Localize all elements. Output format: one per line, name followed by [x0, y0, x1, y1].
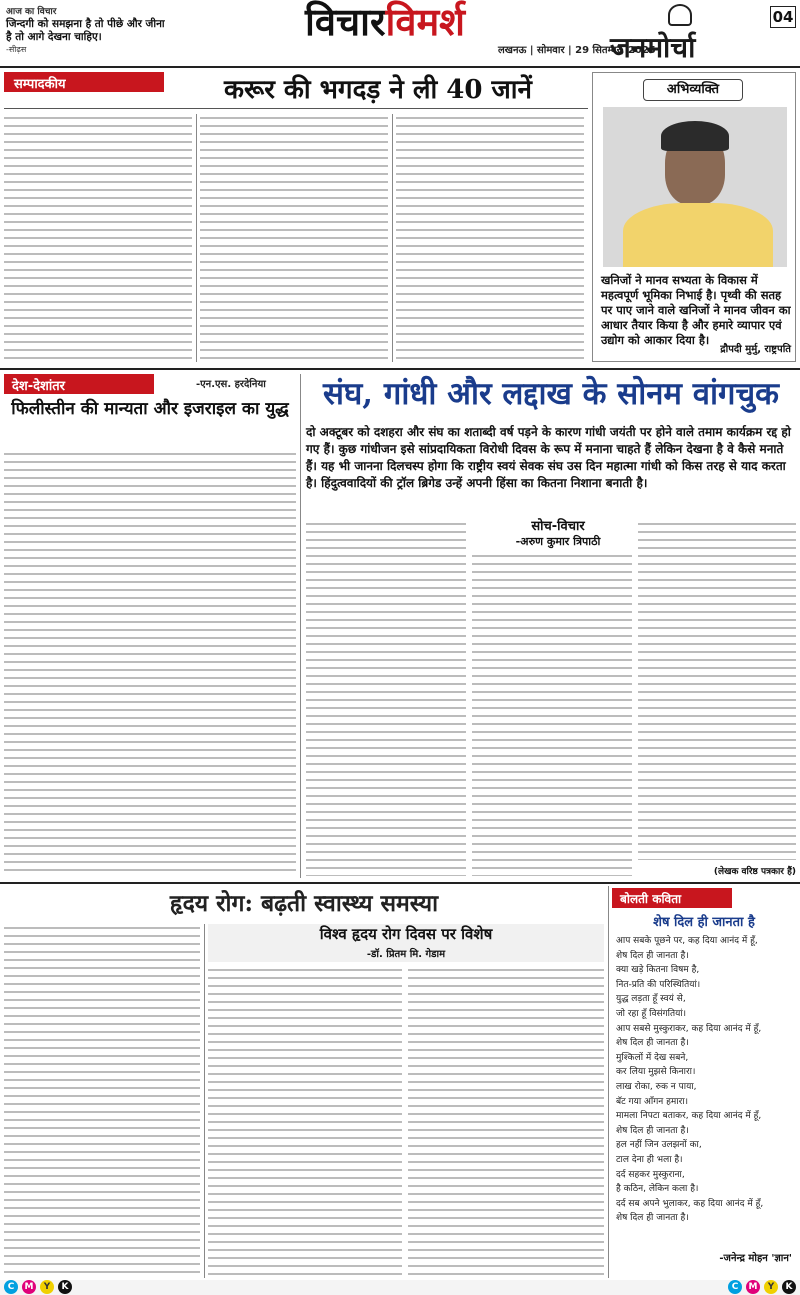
masthead-rule	[0, 66, 800, 68]
kavita-line: लाख रोका, रुक न पाया,	[616, 1081, 697, 1092]
portrait-hair	[661, 121, 729, 151]
portrait-saree	[623, 203, 773, 267]
heart-headline: हृदय रोग: बढ़ती स्वास्थ्य समस्या	[169, 890, 439, 917]
magenta-mark: M	[22, 1280, 36, 1294]
heart-body-col-1	[4, 924, 200, 1278]
president-portrait	[603, 107, 787, 267]
kavita-title: शेष दिल ही जानता है	[653, 915, 755, 930]
heart-body-col-3	[408, 966, 604, 1278]
yellow-mark: Y	[764, 1280, 778, 1294]
desh-section-label: देश-देशांतर	[4, 374, 154, 394]
masthead	[0, 0, 800, 66]
kavita-lines	[616, 934, 796, 1226]
desh-headline: फिलीस्तीन की मान्यता और इजराइल का युद्ध	[11, 399, 289, 419]
masthead-title	[305, 2, 465, 42]
title-vimarsh: विमर्श	[385, 0, 466, 44]
kavita-line: आप सबसे मुस्कुराकर, कह दिया आनंद में हूँ,	[616, 1023, 762, 1034]
abhivyakti-panel	[592, 72, 796, 362]
daily-thought-box	[6, 4, 166, 62]
kavita-line: है कठिन, लेकिन कला है।	[616, 1184, 699, 1195]
main-body-col-1	[306, 520, 466, 876]
kavita-line: शेष दिल ही जानता है।	[616, 950, 689, 961]
desh-body	[4, 450, 296, 876]
column-divider	[392, 114, 393, 362]
editorial-column-2	[200, 114, 388, 362]
soch-label: सोच-विचार	[531, 519, 585, 534]
desh-byline: -एन.एस. हरदेनिया	[196, 379, 266, 390]
column-divider	[204, 924, 205, 1278]
kavita-line: नित-प्रति की परिस्थितियां।	[616, 979, 701, 990]
logo-emblem-icon	[668, 4, 692, 26]
editorial-headline-rule	[4, 108, 588, 109]
abhivyakti-label: अभिव्यक्ति	[643, 79, 743, 101]
editorial-column-3	[396, 114, 584, 362]
editorial-column-1	[4, 114, 192, 362]
abhivyakti-quote: खनिजों ने मानव सभ्यता के विकास में महत्वपूर्ण भूमिका निभाई है। पृथ्वी की सतह पर पाए जाने वाले खनिजों ने मानव जीवन का आधार तैयार किया है और हमारे व्यापार एवं उद्योग को आकार दिया है।	[601, 273, 791, 347]
print-marks-bar	[0, 1280, 800, 1295]
kavita-line: कर लिया मुझसे किनारा।	[616, 1067, 696, 1078]
column-divider	[608, 886, 609, 1278]
main-author-note: (लेखक वरिष्ठ पत्रकार हैं)	[713, 867, 796, 877]
kavita-line: शेष दिल ही जानता है।	[616, 1125, 689, 1136]
kavita-line: क्या खड़े कितना विषम है,	[616, 965, 700, 976]
kavita-line: दर्द सहकर मुस्कुराना,	[616, 1169, 685, 1180]
editorial-headline: करूर की भगदड़ ने ली 40 जानें	[224, 75, 532, 105]
kavita-line: हल नहीं जिन उलझनों का,	[616, 1140, 702, 1151]
main-headline: संघ, गांधी और लद्दाख के सोनम वांगचुक	[323, 376, 779, 412]
kavita-author: -जनेन्द्र मोहन 'ज्ञान'	[719, 1253, 792, 1264]
daily-thought-label: आज का विचार	[6, 7, 57, 17]
section-rule	[0, 368, 800, 370]
publication-line: लखनऊ | सोमवार | 29 सितम्बर, 2025	[498, 45, 656, 56]
kavita-panel	[612, 886, 796, 1278]
column-divider	[300, 374, 301, 878]
kavita-line: टाल देना ही भला है।	[616, 1154, 683, 1165]
kavita-label-box	[612, 888, 732, 908]
black-mark: K	[58, 1280, 72, 1294]
kavita-line: शेष दिल ही जानता है।	[616, 1038, 689, 1049]
heart-box-title: विश्व हृदय रोग दिवस पर विशेष	[319, 925, 493, 943]
kavita-line: आप सबके पूछने पर, कह दिया आनंद में हूँ,	[616, 936, 758, 946]
magenta-mark: M	[746, 1280, 760, 1294]
kavita-line: मामला निपटा बताकर, कह दिया आनंद में हूँ,	[616, 1111, 762, 1122]
kavita-line: शेष दिल ही जानता है।	[616, 1213, 689, 1224]
kavita-line: युद्ध लड़ता हूँ स्वयं से,	[616, 994, 686, 1005]
kavita-label: बोलती कविता	[620, 892, 682, 906]
brand-name: जनमोर्चा	[610, 31, 696, 64]
daily-thought-quote: जिन्दगी को समझना है तो पीछे और जीना है तो आगे देखना चाहिए।	[6, 18, 165, 43]
black-mark: K	[782, 1280, 796, 1294]
kavita-line: दर्द सब अपने भुलाकर, कह दिया आनंद में हूँ,	[616, 1198, 764, 1209]
brand-logo	[610, 2, 760, 64]
column-divider	[196, 114, 197, 362]
heart-box	[208, 924, 604, 962]
cyan-mark: C	[4, 1280, 18, 1294]
title-vichar: विचार	[305, 0, 386, 44]
kavita-line: जो रहा हूँ विसंगतियां।	[616, 1008, 687, 1019]
yellow-mark: Y	[40, 1280, 54, 1294]
daily-thought-author: -सीढ़स	[6, 45, 27, 54]
page-number: 04	[770, 6, 796, 28]
cyan-mark: C	[728, 1280, 742, 1294]
kavita-line: मुश्किलों में देख सबने,	[616, 1052, 689, 1063]
heart-body-col-2	[208, 966, 402, 1278]
kavita-line: बॅट गया आँगन हमारा।	[616, 1096, 689, 1107]
section-rule	[0, 882, 800, 884]
main-intro: दो अक्टूबर को दशहरा और संघ का शताब्दी वर्ष पड़ने के कारण गांधी जयंती पर होने वाले तमाम कार्यक्रम रद्द हो गए हैं। कुछ गांधीजन इसे सांप्रदायिकता विरोधी दिवस के रूप में मनाना चाहते हैं लेकिन देखना है वे कैसे मनाते हैं। यह भी जानना दिलचस्प होगा कि राष्ट्रीय स्वयं सेवक संघ उस दिन महात्मा गांधी को किस तरह से याद करता है। हिंदुत्ववादियों की ट्रॉल ब्रिगेड उन्हें अपनी हिंसा का कितना निशाना बनाती है।	[306, 425, 791, 490]
editorial-section-label: सम्पादकीय	[4, 72, 164, 92]
main-author: -अरुण कुमार त्रिपाठी	[515, 535, 601, 548]
main-body-col-3	[638, 520, 796, 860]
heart-box-author: -डॉ. प्रितम मि. गेडाम	[366, 949, 446, 960]
abhivyakti-author: द्रौपदी मुर्मु, राष्ट्रपति	[720, 344, 791, 355]
main-body-col-2	[472, 552, 632, 876]
